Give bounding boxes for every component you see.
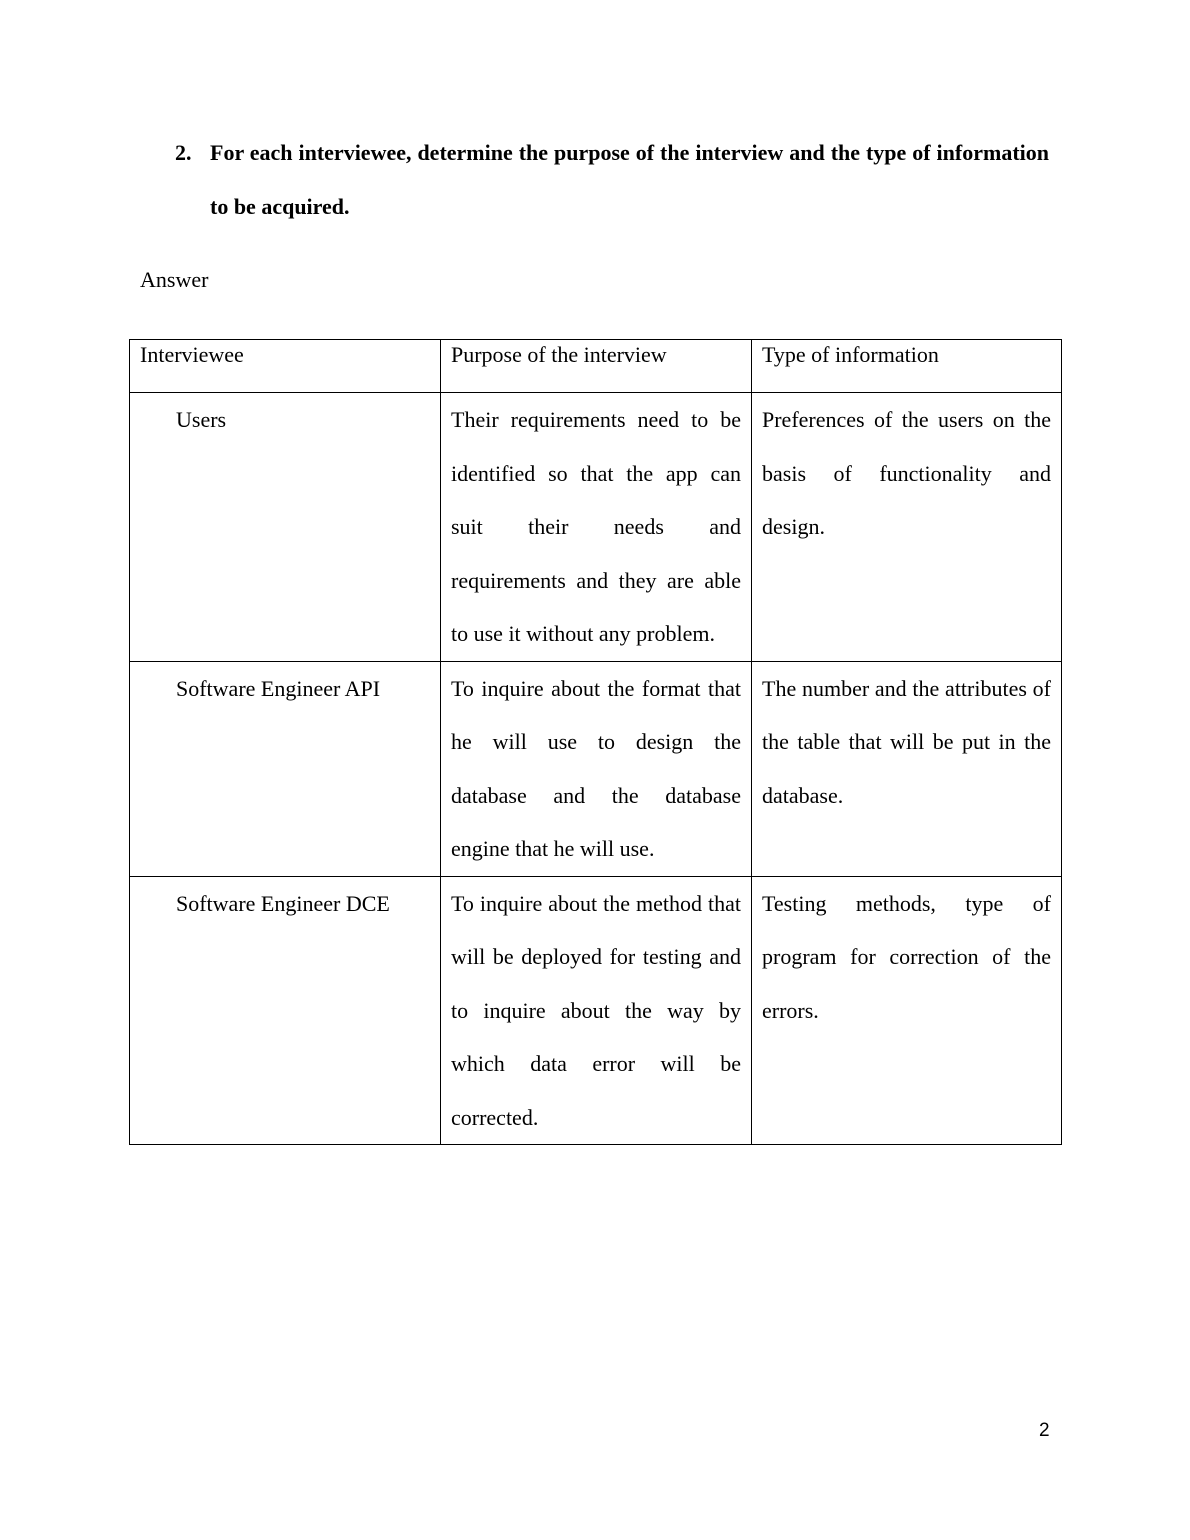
question-number: 2. <box>175 140 192 165</box>
header-purpose: Purpose of the interview <box>441 340 752 393</box>
interviewee-cell: Users <box>130 393 441 662</box>
table-row <box>130 393 1062 662</box>
interviewee-cell: Software Engineer DCE <box>130 876 441 1145</box>
purpose-cell: Their requirements need to be identified so that the app can suit their needs and requirements and they are able to use it without any problem. <box>441 393 752 662</box>
table-row <box>130 876 1062 1145</box>
information-cell: Testing methods, type of program for correction of the errors. <box>752 876 1062 1145</box>
interview-table <box>129 339 1062 1145</box>
question-text: For each interviewee, determine the purpose of the interview and the type of information to be acquired. <box>210 140 1049 219</box>
information-cell: The number and the attributes of the table that will be put in the database. <box>752 661 1062 876</box>
table-header-row <box>130 340 1062 393</box>
purpose-cell: To inquire about the format that he will use to design the database and the database engine that he will use. <box>441 661 752 876</box>
page-number: 2 <box>1039 1420 1050 1441</box>
purpose-cell: To inquire about the method that will be deployed for testing and to inquire about the way by which data error will be corrected. <box>441 876 752 1145</box>
header-interviewee: Interviewee <box>130 340 441 393</box>
table-row <box>130 661 1062 876</box>
question-heading <box>175 126 1049 234</box>
answer-label: Answer <box>140 267 209 292</box>
header-information: Type of information <box>752 340 1062 393</box>
interviewee-cell: Software Engineer API <box>130 661 441 876</box>
information-cell: Preferences of the users on the basis of functionality and design. <box>752 393 1062 662</box>
